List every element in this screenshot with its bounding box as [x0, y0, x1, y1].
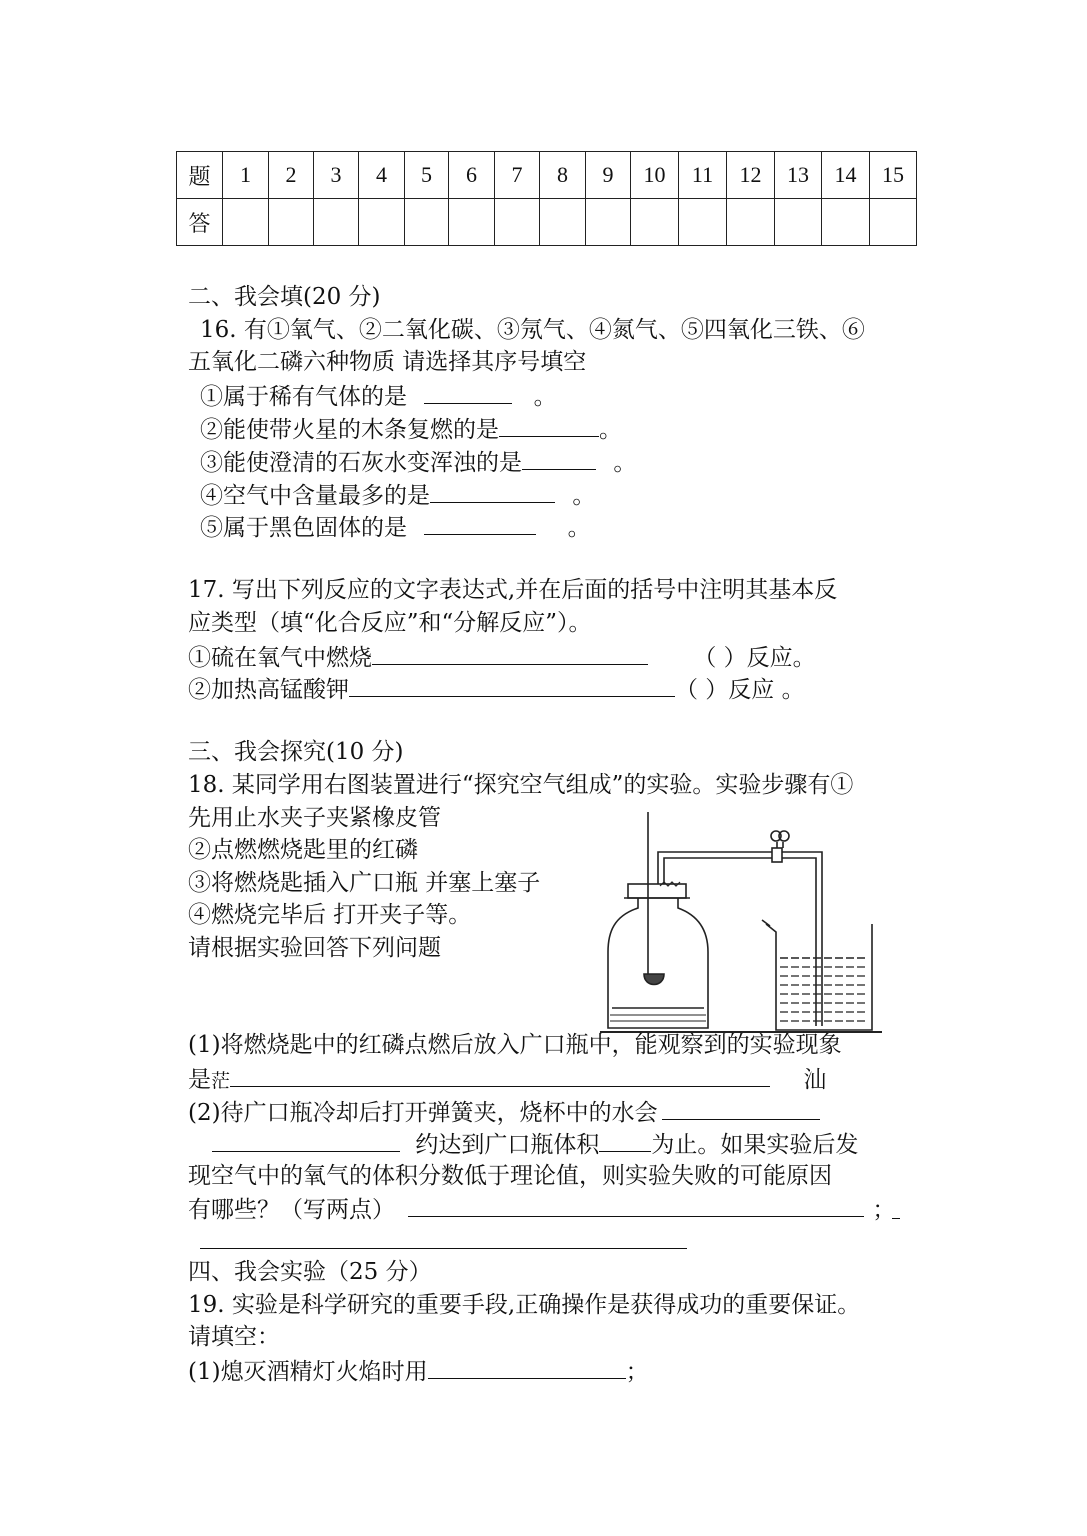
question-19-stem: 请填空：: [188, 1324, 280, 1350]
question-number-cell: 2: [269, 152, 314, 199]
question-17-item: ②加热高锰酸钾 （ ）反应 。: [188, 672, 805, 706]
question-18-part1: (1)将燃烧匙中的红磷点燃后放入广口瓶中，能观察到的实验现象: [188, 1032, 842, 1058]
answer-blank[interactable]: [349, 672, 675, 697]
question-number-row: [177, 152, 917, 199]
question-16-item: ③能使澄清的石灰水变浑浊的是 。: [200, 445, 636, 479]
question-number-cell: 8: [540, 152, 586, 199]
answer-blank[interactable]: [599, 1127, 651, 1152]
question-16-item: ⑤属于黑色固体的是 。: [200, 510, 591, 544]
answer-line: [892, 1218, 900, 1219]
answer-row: [177, 199, 917, 246]
question-number-cell: 11: [679, 152, 727, 199]
question-18-part2: 约达到广口瓶体积 为止。如果实验后发: [212, 1127, 858, 1161]
question-number-cell: 15: [870, 152, 917, 199]
question-16-item: ①属于稀有气体的是 。: [200, 379, 557, 413]
question-17-stem: 应类型（填“化合反应”和“分解反应”）。: [188, 610, 592, 636]
answer-cell[interactable]: [586, 199, 631, 246]
answer-table: [176, 151, 917, 246]
answer-blank[interactable]: [430, 478, 555, 503]
answer-cell[interactable]: [495, 199, 540, 246]
section-heading: 二、我会填(20 分): [188, 284, 381, 310]
row-label-answer: 答: [177, 199, 223, 246]
question-17-stem: 17. 写出下列反应的文字表达式,并在后面的括号中注明其基本反: [188, 577, 838, 603]
question-19-item: (1)熄灭酒精灯火焰时用 ；: [188, 1354, 649, 1388]
question-number-cell: 4: [359, 152, 405, 199]
answer-cell[interactable]: [314, 199, 359, 246]
answer-blank[interactable]: [424, 379, 512, 404]
answer-blank[interactable]: [428, 1354, 626, 1379]
question-19-stem: 19. 实验是科学研究的重要手段,正确操作是获得成功的重要保证。: [188, 1292, 861, 1318]
question-18-stem: 18. 某同学用右图装置进行“探究空气组成”的实验。实验步骤有①: [188, 772, 854, 798]
question-17-item: ①硫在氧气中燃烧 （ ）反应。: [188, 640, 816, 674]
question-number-cell: 14: [822, 152, 870, 199]
question-18-step: ②点燃燃烧匙里的红磷: [188, 837, 418, 863]
question-16-stem: 16. 有①氧气、②二氧化碳、③氖气、④氮气、⑤四氧化三铁、⑥: [200, 317, 865, 343]
question-number-cell: 6: [449, 152, 495, 199]
answer-cell[interactable]: [449, 199, 495, 246]
answer-cell[interactable]: [870, 199, 917, 246]
answer-blank[interactable]: [408, 1192, 864, 1217]
answer-cell[interactable]: [223, 199, 269, 246]
answer-blank[interactable]: [662, 1095, 820, 1120]
question-18-part2: 有哪些？（写两点） ；: [188, 1192, 895, 1226]
answer-cell[interactable]: [540, 199, 586, 246]
question-16-item: ④空气中含量最多的是 。: [200, 478, 595, 512]
question-18-part2: 现空气中的氧气的体积分数低于理论值，则实验失败的可能原因: [188, 1163, 832, 1189]
answer-blank[interactable]: [424, 510, 536, 535]
answer-blank[interactable]: [372, 640, 648, 665]
question-18-step: ③将燃烧匙插入广口瓶 并塞上塞子: [188, 870, 541, 896]
answer-blank[interactable]: [499, 412, 599, 437]
question-16-item: ②能使带火星的木条复燃的是 。: [200, 412, 622, 446]
answer-cell[interactable]: [775, 199, 822, 246]
answer-blank[interactable]: [522, 445, 596, 470]
question-number-cell: 12: [727, 152, 775, 199]
row-label-question: 题: [177, 152, 223, 199]
question-number-cell: 3: [314, 152, 359, 199]
question-18-part1-answer: 是茫 汕: [188, 1062, 826, 1097]
answer-cell[interactable]: [269, 199, 314, 246]
question-number-cell: 9: [586, 152, 631, 199]
section-heading: 三、我会探究(10 分): [188, 739, 404, 765]
section-heading: 四、我会实验（25 分）: [188, 1259, 432, 1285]
question-18-stem: 先用止水夹子夹紧橡皮管: [188, 805, 441, 831]
answer-cell[interactable]: [631, 199, 679, 246]
answer-cell[interactable]: [405, 199, 449, 246]
answer-blank[interactable]: [212, 1127, 400, 1152]
question-number-cell: 5: [405, 152, 449, 199]
question-number-cell: 1: [223, 152, 269, 199]
question-18-step: ④燃烧完毕后 打开夹子等。: [188, 902, 472, 928]
answer-cell[interactable]: [359, 199, 405, 246]
answer-cell[interactable]: [822, 199, 870, 246]
question-18-part2: (2)待广口瓶冷却后打开弹簧夹，烧杯中的水会: [188, 1095, 820, 1129]
question-number-cell: 10: [631, 152, 679, 199]
question-number-cell: 7: [495, 152, 540, 199]
question-number-cell: 13: [775, 152, 822, 199]
answer-cell[interactable]: [727, 199, 775, 246]
question-18-prompt: 请根据实验回答下列问题: [188, 935, 441, 961]
apparatus-diagram: [600, 812, 890, 1038]
answer-blank[interactable]: [230, 1062, 770, 1087]
answer-cell[interactable]: [679, 199, 727, 246]
question-16-stem: 五氧化二磷六种物质 请选择其序号填空: [188, 349, 587, 375]
answer-line[interactable]: [200, 1248, 687, 1249]
